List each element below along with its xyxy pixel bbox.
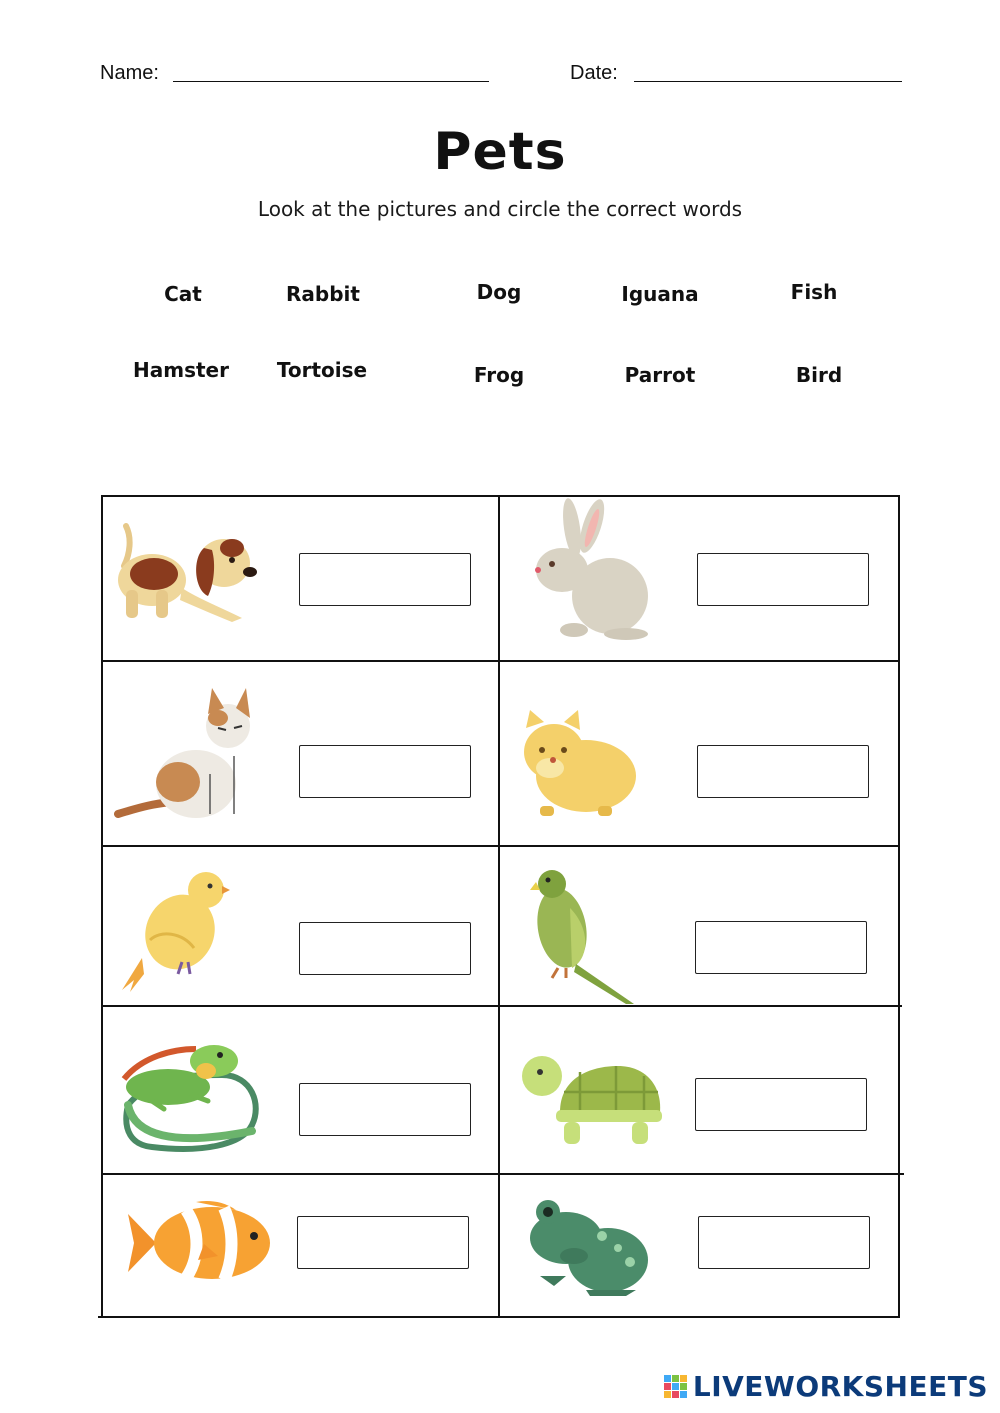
grid-line	[101, 495, 103, 1318]
answer-box-frog[interactable]	[698, 1216, 870, 1269]
date-field-line[interactable]	[634, 81, 902, 82]
word-rabbit[interactable]: Rabbit	[286, 282, 360, 306]
parrot-icon	[530, 868, 640, 1006]
bird-icon	[120, 870, 230, 994]
fish-icon	[126, 1200, 274, 1286]
word-frog[interactable]: Frog	[473, 363, 525, 387]
tortoise-icon	[520, 1052, 662, 1158]
name-label: Name:	[100, 62, 159, 84]
word-iguana[interactable]: Iguana	[621, 282, 699, 306]
logo-grid-icon	[664, 1375, 687, 1398]
answer-box-dog[interactable]	[299, 553, 471, 606]
answer-box-iguana[interactable]	[299, 1083, 471, 1136]
hamster-icon	[520, 710, 638, 820]
dog-icon	[112, 518, 262, 626]
brand-text: LIVEWORKSHEETS	[692, 1370, 988, 1403]
answer-box-parrot[interactable]	[695, 921, 867, 974]
instructions: Look at the pictures and circle the correct words	[257, 197, 743, 221]
answer-box-hamster[interactable]	[697, 745, 869, 798]
cat-icon	[114, 686, 256, 820]
answer-box-rabbit[interactable]	[697, 553, 869, 606]
answer-box-cat[interactable]	[299, 745, 471, 798]
grid-line	[101, 660, 900, 662]
word-hamster[interactable]: Hamster	[133, 358, 229, 382]
page-title: Pets	[433, 122, 567, 182]
frog-icon	[526, 1196, 654, 1298]
date-label: Date:	[570, 62, 618, 84]
grid-line	[898, 495, 900, 1317]
liveworksheets-logo[interactable]	[664, 1370, 988, 1403]
name-field-line[interactable]	[173, 81, 489, 82]
rabbit-icon	[530, 498, 655, 642]
grid-line	[101, 845, 900, 847]
word-fish[interactable]: Fish	[790, 280, 838, 304]
answer-box-fish[interactable]	[297, 1216, 469, 1269]
answer-box-bird[interactable]	[299, 922, 471, 975]
iguana-icon	[112, 1035, 264, 1155]
word-parrot[interactable]: Parrot	[624, 363, 696, 387]
grid-line	[498, 495, 500, 1317]
answer-box-tortoise[interactable]	[695, 1078, 867, 1131]
word-tortoise[interactable]: Tortoise	[276, 358, 368, 382]
grid-line	[101, 1005, 902, 1007]
grid-line	[101, 495, 900, 497]
grid-line	[101, 1173, 904, 1175]
word-dog[interactable]: Dog	[476, 280, 522, 304]
word-cat[interactable]: Cat	[164, 282, 202, 306]
word-bird[interactable]: Bird	[795, 363, 843, 387]
